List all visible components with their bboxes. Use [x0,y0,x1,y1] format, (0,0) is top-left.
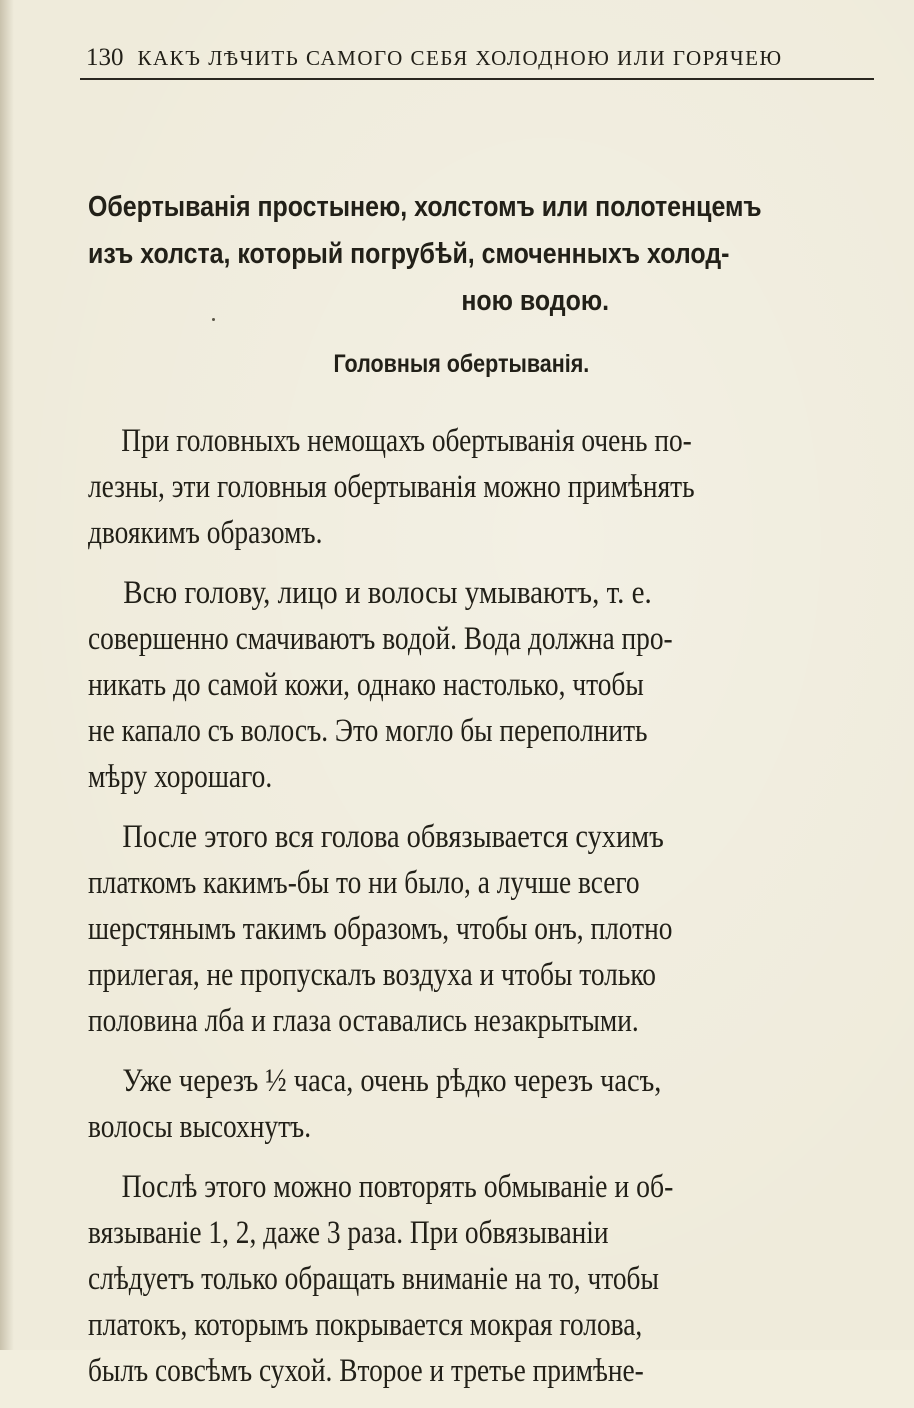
text-line: былъ совсѣмъ сухой. Второе и третье примѣне- [88,1353,644,1389]
paragraph [88,1164,878,1394]
text-line: При головныхъ немощахъ обертыванія очень по- [121,423,692,459]
section-title-line: Обертыванія простынею, холстомъ или полотенцемъ [88,191,762,223]
subheading: Головныя обертыванія. [333,350,590,378]
text-line: Всю голову, лицо и волосы умываютъ, т. е. [123,575,652,611]
ink-speck [212,318,215,321]
text-line: совершенно смачиваютъ водой. Вода должна про- [88,621,673,657]
body-text [88,418,878,1408]
text-line: платокъ, которымъ покрывается мокрая голова, [88,1307,643,1343]
text-line: прилегая, не пропускалъ воздуха и чтобы только [88,957,656,993]
paragraph [88,418,878,556]
page-gutter-shadow [0,0,14,1350]
text-line: волосы высохнутъ. [88,1109,312,1145]
text-line: шерстянымъ такимъ образомъ, чтобы онъ, плотно [88,911,673,947]
paragraph [88,1058,878,1150]
text-line: платкомъ какимъ-бы то ни было, а лучше всего [88,865,640,901]
text-line: мѣру хорошаго. [88,759,273,795]
running-title: КАКЪ ЛѢЧИТЬ САМОГО СЕБЯ ХОЛОДНОЮ ИЛИ ГОРЯЧЕЮ [137,46,783,70]
text-line: слѣдуетъ только обращать вниманіе на то, чтобы [88,1261,659,1297]
text-line: лезны, эти головныя обертыванія можно примѣнять [88,469,695,505]
text-line: Послѣ этого можно повторять обмыванie и об- [121,1169,674,1205]
text-line: После этого вся голова обвязывается сухимъ [122,819,664,855]
text-line: двоякимъ образомъ. [88,515,323,551]
section-title-line: изъ холста, который погрубѣй, смоченныхъ холод- [88,238,730,270]
section-title [88,184,874,325]
text-line: вязыванie 1, 2, даже 3 раза. При обвязываніи [88,1215,609,1251]
running-header [86,44,876,74]
text-line: половина лба и глаза оставались незакрытыми. [88,1003,639,1039]
text-line: никать до самой кожи, однако настолько, чтобы [88,667,644,703]
header-rule [80,78,874,80]
paragraph [88,814,878,1044]
text-line: Уже черезъ ½ часа, очень рѣдко черезъ часъ, [122,1063,662,1099]
text-line: не капало съ волосъ. Это могло бы переполнить [88,713,648,749]
section-title-line: ною водою. [461,285,610,317]
page-number: 130 [86,44,124,71]
paragraph [88,570,878,800]
